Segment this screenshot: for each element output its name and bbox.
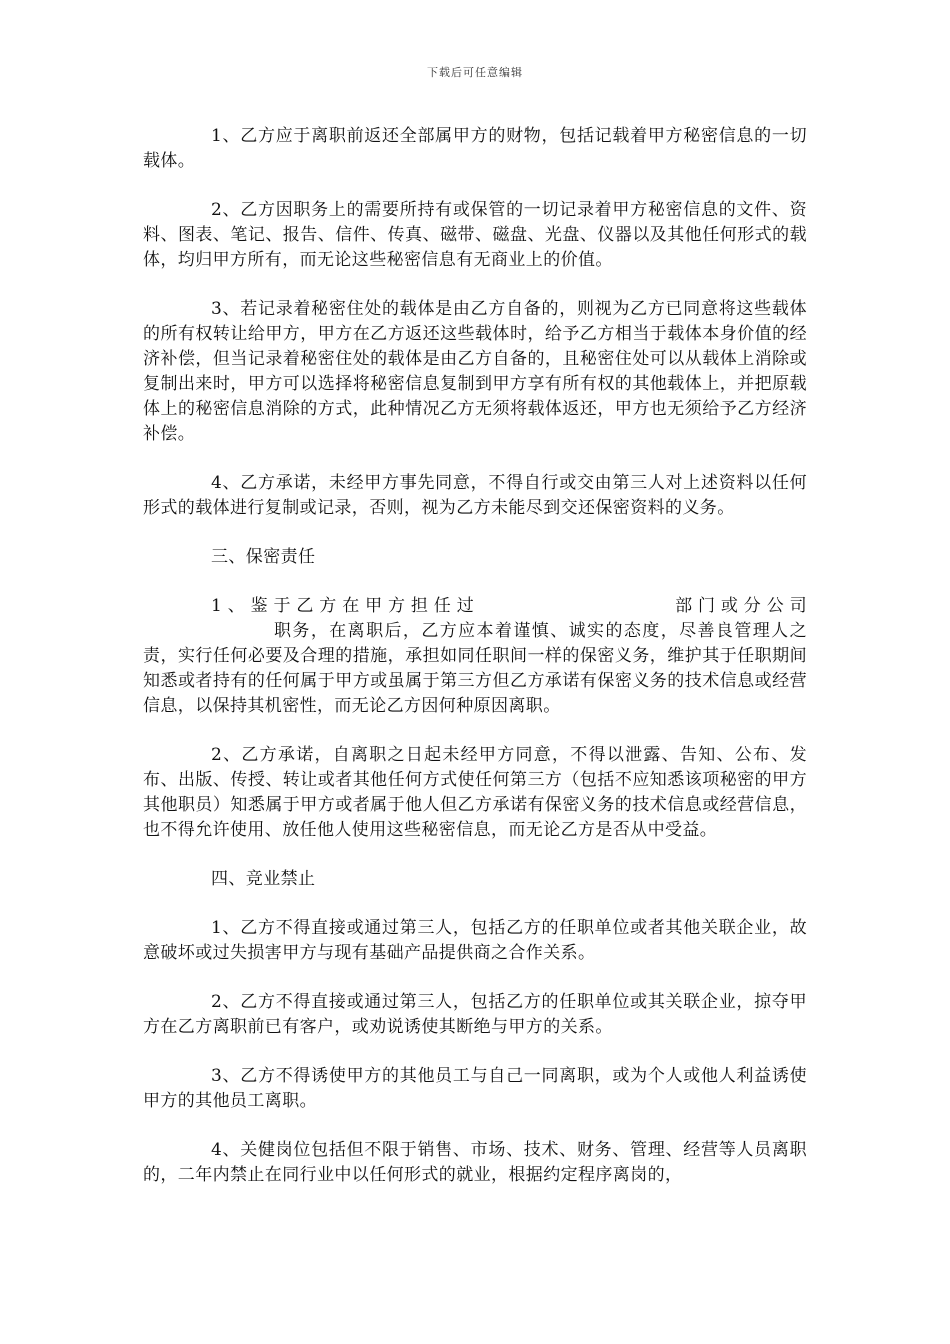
paragraph-carrier-ownership: 2、乙方因职务上的需要所持有或保管的一切记录着甲方秘密信息的文件、资料、图表、笔记、报告、信件、传真、磁带、磁盘、光盘、仪器以及其他任何形式的载体，均归甲方所有，而无论这些秘密信息有无商业上的价值。 xyxy=(143,200,807,270)
section-heading-confidentiality: 三、保密责任 xyxy=(211,547,316,567)
document-body xyxy=(143,124,807,1212)
paragraph-non-compete-1: 1、乙方不得直接或通过第三人，包括乙方的任职单位或者其他关联企业，故意破坏或过失损害甲方与现有基础产品提供商之合作关系。 xyxy=(143,918,807,963)
paragraph-self-provided-carrier: 3、若记录着秘密住处的载体是由乙方自备的，则视为乙方已同意将这些载体的所有权转让给甲方，甲方在乙方返还这些载体时，给予乙方相当于载体本身价值的经济补偿，但当记录着秘密住处的载体是由乙方自备的，且秘密住处可以从载体上消除或复制出来时，甲方可以选择将秘密信息复制到甲方享有所有权的其他载体上，并把原载体上的秘密信息消除的方式，此种情况乙方无须将载体返还，甲方也无须给予乙方经济补偿。 xyxy=(143,299,807,444)
paragraph-no-disclosure: 2、乙方承诺，自离职之日起未经甲方同意，不得以泄露、告知、公布、发布、出版、传授、转让或者其他任何方式使任何第三方（包括不应知悉该项秘密的甲方其他职员）知悉属于甲方或者属于他人但乙方承诺有保密义务的技术信息或经营信息，也不得允许使用、放任他人使用这些秘密信息，而无论乙方是否从中受益。 xyxy=(143,745,807,840)
duty-text-rest: 职务，在离职后，乙方应本着谨慎、诚实的态度，尽善良管理人之责，实行任何必要及合理的措施，承担如同任职间一样的保密义务，维护其于任职期间知悉或者持有的任何属于甲方或虽属于第三方但乙方承诺有保密义务的技术信息或经营信息，以保持其机密性，而无论乙方因何种原因离职。 xyxy=(143,621,807,716)
paragraph-return-property: 1、乙方应于离职前返还全部属甲方的财物，包括记载着甲方秘密信息的一切载体。 xyxy=(143,126,807,171)
section-heading-non-compete: 四、竞业禁止 xyxy=(211,869,316,889)
paragraph-non-compete-4: 4、关健岗位包括但不限于销售、市场、技术、财务、管理、经营等人员离职的，二年内禁止在同行业中以任何形式的就业，根据约定程序离岗的， xyxy=(143,1140,807,1185)
duty-text-start: 1、鉴于乙方在甲方担任过 xyxy=(211,596,480,616)
paragraph-non-compete-3: 3、乙方不得诱使甲方的其他员工与自己一同离职，或为个人或他人利益诱使甲方的其他员工离职。 xyxy=(143,1066,807,1111)
paragraph-confidentiality-duty xyxy=(143,594,807,719)
duty-text-department: 部门或分公司 xyxy=(669,596,807,616)
paragraph-non-compete-2: 2、乙方不得直接或通过第三人，包括乙方的任职单位或其关联企业，掠夺甲方在乙方离职前已有客户，或劝说诱使其断绝与甲方的关系。 xyxy=(143,992,807,1037)
paragraph-no-copying: 4、乙方承诺，未经甲方事先同意，不得自行或交由第三人对上述资料以任何形式的载体进行复制或记录，否则，视为乙方未能尽到交还保密资料的义务。 xyxy=(143,473,807,518)
header-note: 下载后可任意编辑 xyxy=(427,66,523,79)
